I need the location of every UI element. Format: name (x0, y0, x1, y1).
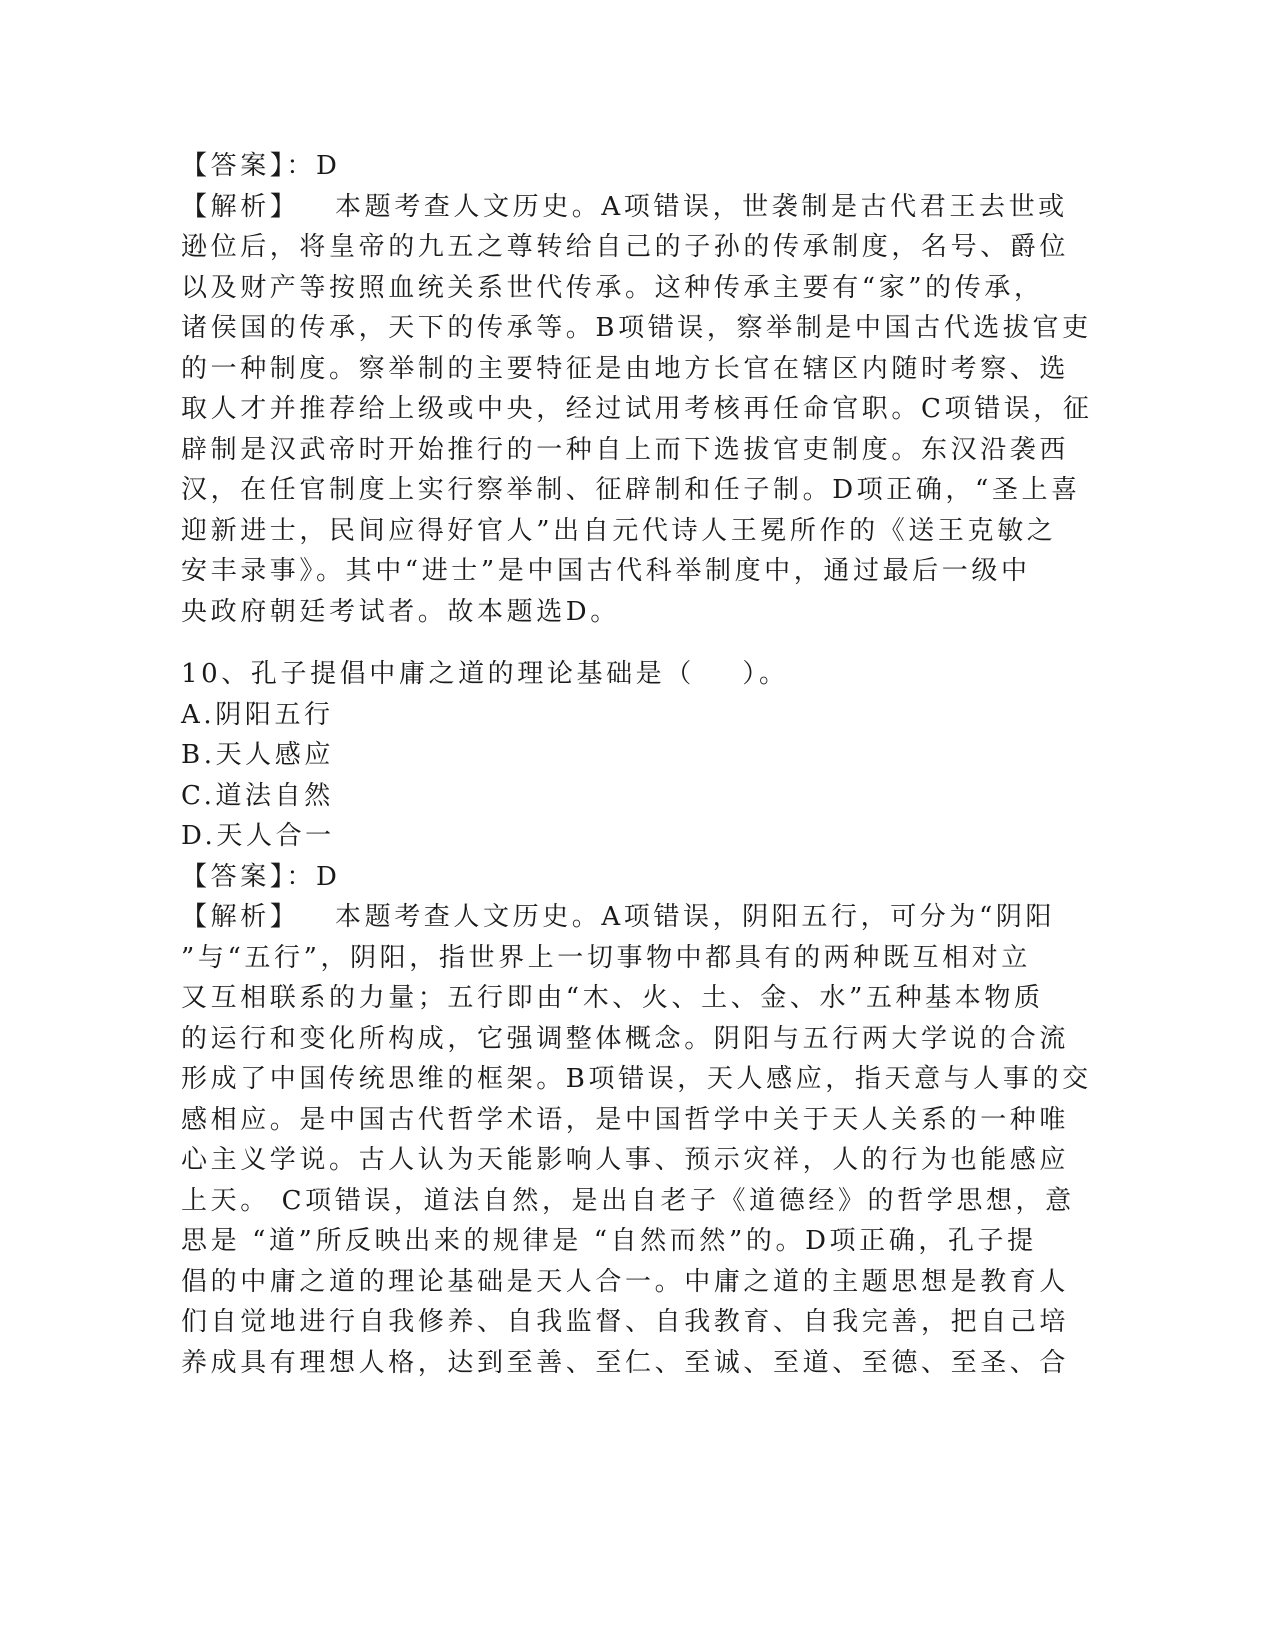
analysis-line: 安丰录事》。其中“进士”是中国古代科举制度中，通过最后一级中 (181, 556, 1031, 586)
analysis-line: 形成了中国传统思维的框架。B项错误，天人感应，指天意与人事的交 (181, 1064, 1092, 1094)
answer-label: 【答案】：D (181, 151, 341, 181)
analysis-block (181, 187, 1093, 633)
answer-label: 【答案】：D (181, 861, 341, 892)
analysis-line: 汉，在任官制度上实行察举制、征辟制和任子制。D项正确，“圣上喜 (181, 475, 1081, 505)
analysis-line: 央政府朝廷考试者。故本题选D。 (181, 596, 620, 627)
analysis-line: 养成具有理想人格，达到至善、至仁、至诚、至道、至德、至圣、合 (181, 1347, 1070, 1378)
analysis-line: 思是 “道”所反映出来的规律是 “自然而然”的。D项正确，孔子提 (181, 1226, 1037, 1256)
analysis-line: 们自觉地进行自我修养、自我监督、自我教育、自我完善，把自己培 (181, 1307, 1070, 1337)
analysis-line: 的运行和变化所构成，它强调整体概念。阴阳与五行两大学说的合流 (181, 1023, 1070, 1054)
option-d: D.天人合一 (181, 821, 335, 851)
analysis-line: 取人才并推荐给上级或中央，经过试用考核再任命官职。C项错误，征 (181, 394, 1093, 424)
analysis-line: 辟制是汉武帝时开始推行的一种自上而下选拔官吏制度。东汉沿袭西 (181, 434, 1070, 465)
analysis-line: 又互相联系的力量；五行即由“木、火、土、金、水”五种基本物质 (181, 983, 1044, 1013)
analysis-line: 【解析】 本题考查人文历史。A项错误，阴阳五行，可分为“阴阳 (181, 902, 1056, 932)
analysis-line: 的一种制度。察举制的主要特征是由地方长官在辖区内随时考察、选 (181, 353, 1070, 384)
option-list (181, 695, 1081, 857)
analysis-line: 迎新进士，民间应得好官人”出自元代诗人王冕所作的《送王克敏之 (181, 515, 1057, 546)
question-stem: 10、孔子提倡中庸之道的理论基础是（ ）。 (181, 659, 789, 689)
analysis-line: ”与“五行”，阴阳，指世界上一切事物中都具有的两种既互相对立 (181, 942, 1031, 973)
analysis-line: 以及财产等按照血统关系世代传承。这种传承主要有“家”的传承， (181, 272, 1044, 303)
analysis-line: 【解析】 本题考查人文历史。A项错误，世袭制是古代君王去世或 (181, 191, 1068, 222)
analysis-block (181, 897, 1092, 1383)
option-c: C.道法自然 (181, 780, 334, 811)
analysis-line: 逊位后，将皇帝的九五之尊转给自己的子孙的传承制度，名号、爵位 (181, 232, 1070, 262)
option-a: A.阴阳五行 (181, 699, 334, 730)
analysis-line: 心主义学说。古人认为天能影响人事、预示灾祥，人的行为也能感应 (181, 1145, 1070, 1175)
analysis-line: 感相应。是中国古代哲学术语，是中国哲学中关于天人关系的一种唯 (181, 1104, 1070, 1135)
analysis-line: 诸侯国的传承，天下的传承等。B项错误，察举制是中国古代选拔官吏 (181, 313, 1092, 343)
analysis-line: 倡的中庸之道的理论基础是天人合一。中庸之道的主题思想是教育人 (181, 1266, 1070, 1297)
analysis-line: 上天。 C项错误，道法自然，是出自老子《道德经》的哲学思想，意 (181, 1185, 1075, 1216)
document-page (181, 146, 1093, 1383)
option-b: B.天人感应 (181, 740, 334, 770)
